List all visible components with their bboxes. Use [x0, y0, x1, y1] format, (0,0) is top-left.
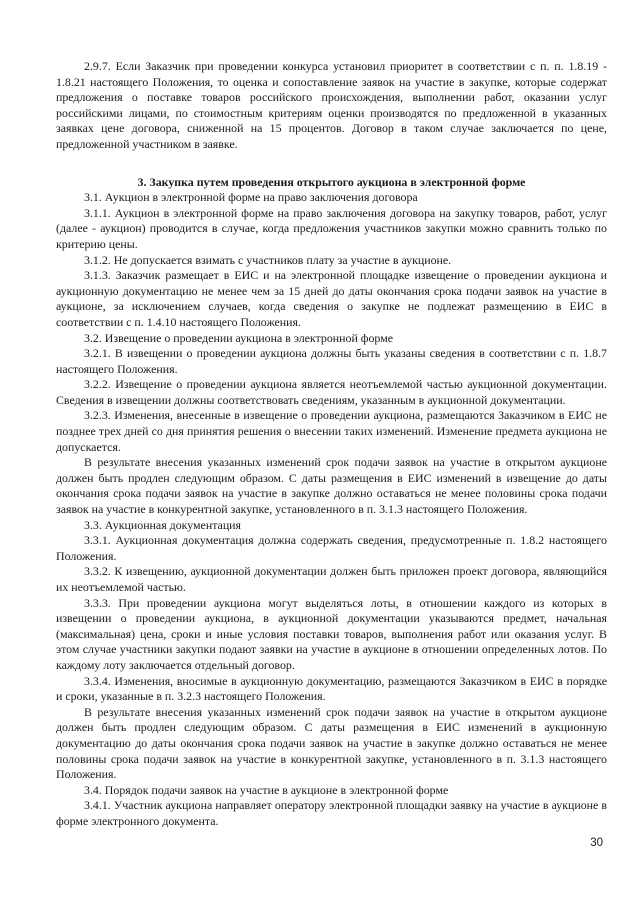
- document-body: [56, 59, 607, 830]
- paragraph: В результате внесения указанных изменений срок подачи заявок на участие в открытом аукционе должен быть продлен следующим образом. С даты размещения в ЕИС изменений в аукционную документацию до даты окончания срока подачи заявок на участие в закупке должно оставаться не менее половины срока подачи заявок на участие в конкурентной закупке, установленного в п. 3.1.3 настоящего Положения.: [56, 704, 607, 782]
- paragraph: 3.4.1. Участник аукциона направляет оператору электронной площадки заявку на участие в аукционе в форме электронного документа.: [56, 798, 607, 828]
- paragraph: 3.2.1. В извещении о проведении аукциона должны быть указаны сведения в соответствии с п. 1.8.7 настоящего Положения.: [56, 346, 607, 376]
- paragraph: 3.2.3. Изменения, внесенные в извещение о проведении аукциона, размещаются Заказчиком в ЕИС не позднее трех дней со дня принятия решения о внесении таких изменений. Изменение предмета аукциона не допускается.: [56, 408, 607, 454]
- paragraph: 3.2.2. Извещение о проведении аукциона является неотъемлемой частью аукционной документации. Сведения в извещении должны соответствовать сведениям, указанным в аукционной документации.: [56, 377, 607, 407]
- section-title: 3. Закупка путем проведения открытого аукциона в электронной форме: [137, 174, 526, 189]
- paragraph: 3.3.4. Изменения, вносимые в аукционную документацию, размещаются Заказчиком в ЕИС в порядке и сроки, указанные в п. 3.2.3 настоящего Положения.: [56, 673, 607, 704]
- paragraph: 3.1.3. Заказчик размещает в ЕИС и на электронной площадке извещение о проведении аукциона и аукционную документацию не менее чем за 15 дней до даты окончания срока подачи заявок на участие в аукционе, за исключением случаев, когда сведения о закупке не подлежат размещению в ЕИС в соответствии с п. 1.4.10 настоящего Положения.: [56, 268, 607, 329]
- paragraph: 3.1.1. Аукцион в электронной форме на право заключения договора на закупку товаров, работ, услуг (далее - аукцион) проводится в случае, когда предложения участников закупки можно сравнить только по критерию цены.: [56, 205, 607, 251]
- paragraph: 3.3.2. К извещению, аукционной документации должен быть приложен проект договора, являющийся их неотъемлемой частью.: [56, 564, 607, 594]
- paragraph: 3.4. Порядок подачи заявок на участие в аукционе в электронной форме: [84, 782, 449, 797]
- paragraph: 3.3.3. При проведении аукциона могут выделяться лоты, в отношении каждого из которых в извещении о проведении аукциона, в аукционной документации указываются предмет, начальная (максимальная) цена, сроки и иные условия поставки товаров, выполнения работ или оказания услуг. В этом случае участники закупки подают заявки на участие в аукционе в отношении определенных лотов. По каждому лоту заключается отдельный договор.: [56, 595, 607, 672]
- paragraph: 3.1. Аукцион в электронной форме на право заключения договора: [84, 190, 418, 205]
- page-number: 30: [590, 837, 603, 849]
- paragraph: В результате внесения указанных изменений срок подачи заявок на участие в открытом аукционе должен быть продлен следующим образом. С даты размещения в ЕИС изменений в извещение до даты окончания срока подачи заявок на участие в закупке должно оставаться не менее половины срока подачи заявок на участие в конкурентной закупке, установленного в п. 3.1.3 настоящего Положения.: [56, 455, 607, 517]
- paragraph: 3.3.1. Аукционная документация должна содержать сведения, предусмотренные п. 1.8.2 настоящего Положения.: [56, 533, 607, 563]
- paragraph: 3.2. Извещение о проведении аукциона в электронной форме: [84, 330, 393, 345]
- paragraph: 3.1.2. Не допускается взимать с участников плату за участие в аукционе.: [84, 252, 452, 267]
- paragraph-2-9-7: 2.9.7. Если Заказчик при проведении конкурса установил приоритет в соответствии с п. п. 1.8.19 - 1.8.21 настоящего Положения, то оценка и сопоставление заявок на участие в закупке, которые содержат предложения о поставке товаров российского происхождения, выполнении работ, оказании услуг российскими лицами, по стоимостным критериям оценки производятся по предложенной в указанных заявках цене договора, сниженной на 15 процентов. Договор в таком случае заключается по цене, предложенной участником в заявке.: [56, 59, 607, 151]
- paragraph: 3.3. Аукционная документация: [84, 517, 242, 532]
